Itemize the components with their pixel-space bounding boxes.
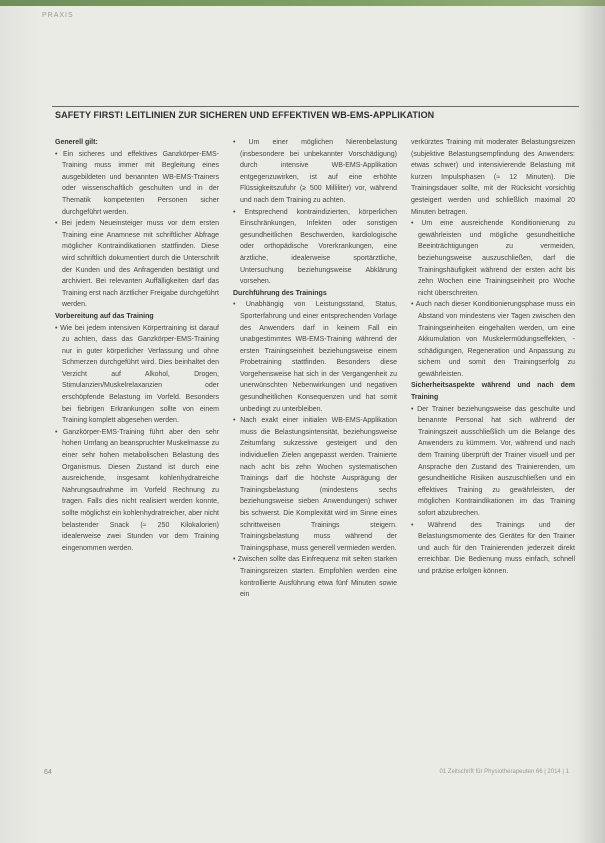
bullet-paragraph: • Um eine ausreichende Konditionierung zu gewährleisten und mögliche gesundheitliche Beeinträchtigungen zu vermeiden, beziehungsweise auszuschließen, darf die Trainingshäufigkeit während der ersten acht bis zehn Wochen eine Trainingseinheit pro Woche nicht überschreiten. bbox=[411, 218, 575, 299]
journal-footer: 01 Zeitschrift für Physiotherapeuten 66 | 2014 | 1 bbox=[439, 769, 569, 775]
bullet-paragraph: • Zwischen sollte das Einfrequenz mit selten starken Trainingsreizen starten. Empfohlen werden eine kontrollierte Ausführung etwa fünf Minuten sowie ein bbox=[233, 554, 397, 600]
section-heading: Vorbereitung auf das Training bbox=[55, 312, 154, 320]
column-3 bbox=[411, 137, 575, 737]
bullet-paragraph: • Nach exakt einer initialen WB-EMS-Applikation muss die Belastungsintensität, beziehungsweise Zeitumfang sukzessive gesteigert und den individuellen Zielen angepasst werden. Trainierte nach acht bis zehn Wochen systematischen Trainings darf die höchste Ausprägung der Trainingsbelastung (mindestens sechs beziehungsweise sieben Anwendungen) schwer bis schwerst. Die Komplexität wird im Sinne eines schrittweisen Trainings steigern. Trainingsbelastung muss während der Trainingsphase, muss generell vermieden werden. bbox=[233, 415, 397, 554]
body-paragraph: verkürztes Training mit moderater Belastungsreizen (subjektive Belastungsempfindung des Anwenders: etwas schwer) und intensivierende Belastung mit kurzen Impulsphasen (≈ 12 Minuten). Die Trainingsdauer sollte, mit der Rücksicht vorsichtig gesteigert werden und schließlich maximal 20 Minuten betragen. bbox=[411, 139, 575, 216]
section-heading: Sicherheitsaspekte während und nach dem Training bbox=[411, 382, 575, 402]
bullet-paragraph: • Der Trainer beziehungsweise das geschulte und benannte Personal hat sich während der Trainingszeit ausschließlich um die Belange des Anwenders zu kümmern. Vor, während und nach dem Training überprüft der Trainer visuell und per Ansprache den Zustand des Trainierenden, um gesundheitliche Risiken auszuschließen und ein effektives Training zu gewährleisten, der möglichen Kontraindikationen im das Training sofort abzubrechen. bbox=[411, 404, 575, 520]
page-edge-shadow bbox=[577, 0, 605, 843]
bullet-paragraph: • Unabhängig von Leistungsstand, Status, Sporterfahrung und einer entsprechenden Vorlage des Anwenders darf in keinem Fall ein unabgestimmtes WB-EMS-Training während der ersten Trainingseinheit beziehungsweise einem Probetraining stattfinden. Besonders diese Vorgehensweise hat sich in der Vergangenheit zu unerwünschten Nebenwirkungen und negativen gesundheitlichen Konsequenzen und hat somit unbedingt zu unterbleiben. bbox=[233, 299, 397, 415]
section-heading: Generell gilt: bbox=[55, 139, 98, 146]
bullet-paragraph: • Ganzkörper-EMS-Training führt aber den sehr hohen Umfang an beanspruchter Muskelmasse zu einer sehr hohen metabolischen Belastung des Organismus. Diesen Zustand ist durch eine ausreichende, insgesamt kohlenhydratreiche Nahrungsaufnahme im Vorfeld Rechnung zu tragen. Falls dies nicht realisiert werden konnte, sollte möglichst ein kohlenhydratreicher, aber nicht belastender Snack (≈ 250 Kilokalorien) idealerweise zwei Stunden vor dem Training eingenommen werden. bbox=[55, 427, 219, 555]
bullet-paragraph: • Ein sicheres und effektives Ganzkörper-EMS-Training muss immer mit Begleitung eines ausgebildeten und benannten WB-EMS-Trainers oder wissenschaftlich geschulten und in der Thematik kompetenten Personen sicher durchgeführt werden. bbox=[55, 149, 219, 219]
column-1 bbox=[55, 137, 219, 737]
bullet-paragraph: • Während des Trainings und der Belastungsmomente des Gerätes für den Trainer und auch für den Trainierenden jederzeit direkt erreichbar. Die Bedienung muss einfach, schnell und präzise erfolgen können. bbox=[411, 520, 575, 578]
article-title: SAFETY FIRST! LEITLINIEN ZUR SICHEREN UND EFFEKTIVEN WB-EMS-APPLIKATION bbox=[55, 110, 435, 120]
bullet-paragraph: • Entsprechend kontraindizierten, körperlichen Einschränkungen, Infekten oder sonstigen gesundheitlichen Beschwerden, kardiologische oder orthopädische Vorerkrankungen, eine ärztliche, idealerweise sportärztliche, Untersuchung beziehungsweise Abklärung vorsehen. bbox=[233, 207, 397, 288]
bullet-paragraph: • Bei jedem Neueinsteiger muss vor dem ersten Training eine Anamnese mit schriftlicher Abfrage möglicher Kontraindikationen stattfinden. Diese wird schriftlich dokumentiert durch die Unterschrift der Kunden und des Anfragenden bestätigt und archiviert. Bei relevanten Auffälligkeiten darf das Training erst nach ärztlicher Freigabe durchgeführt werden. bbox=[55, 218, 219, 311]
text-columns bbox=[55, 137, 575, 737]
column-2 bbox=[233, 137, 397, 737]
title-rule bbox=[52, 106, 579, 107]
page-number: 64 bbox=[44, 769, 52, 776]
section-heading: Durchführung des Trainings bbox=[233, 289, 327, 297]
top-color-strip bbox=[0, 0, 605, 6]
bullet-paragraph: • Wie bei jedem intensiven Körpertraining ist darauf zu achten, dass das Ganzkörper-EMS-Training nur in guter körperlicher Verfassung und ohne Schmerzen durchgeführt wird. Dies beinhaltet den Verzicht auf Alkohol, Drogen, Stimulanzien/Muskelrelaxanzien oder erschöpfende Belastung im Vorfeld. Besonders bei fiebrigen Erkrankungen sollte von einem Training komplett abgesehen werden. bbox=[55, 323, 219, 427]
bullet-paragraph: • Um einer möglichen Nierenbelastung (insbesondere bei unbekannter Vorschädigung) durch intensive WB-EMS-Applikation entgegenzuwirken, ist auf eine erhöhte Flüssigkeitszufuhr (≥ 500 Milliliter) vor, während und nach dem Training zu achten. bbox=[233, 137, 397, 207]
section-header-label: PRAXIS bbox=[42, 12, 74, 19]
bullet-paragraph: • Auch nach dieser Konditionierungsphase muss ein Abstand von mindestens vier Tagen zwischen den Trainingseinheiten eingehalten werden, um eine Akkumulation von Muskelermüdungseffekten, -schädigungen, Regeneration und Anpassung zu sichern und somit den Trainingserfolg zu gewährleisten. bbox=[411, 299, 575, 380]
